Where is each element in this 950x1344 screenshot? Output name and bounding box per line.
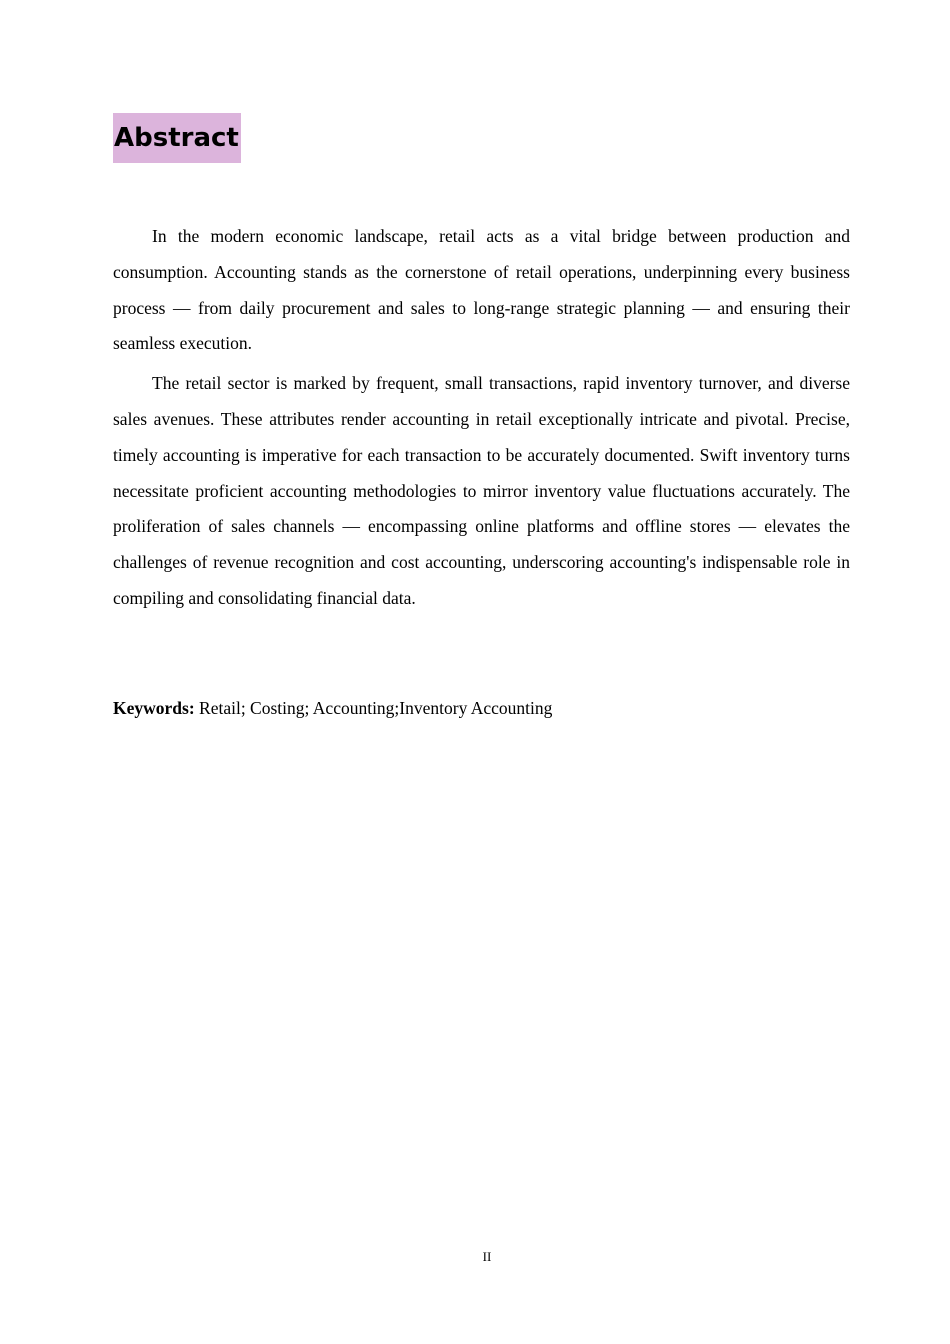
keywords-list: Retail; Costing; Accounting;Inventory Accounting [194,698,553,718]
abstract-body [113,219,850,621]
page-number: II [482,1249,492,1264]
abstract-paragraph-1: In the modern economic landscape, retail acts as a vital bridge between production and consumption. Accounting stands as the cornerstone of retail operations, underpinning every business process — from daily procurement and sales to long-range strategic planning — and ensuring their seamless execution. [113,226,850,354]
keywords-label: Keywords: [113,698,195,718]
keywords-line [113,691,850,726]
abstract-paragraph-2: The retail sector is marked by frequent, small transactions, rapid inventory turnover, and diverse sales avenues. These attributes render accounting in retail exceptionally intricate and pivotal. Precise, timely accounting is imperative for each transaction to be accurately documented. Swift inventory turns necessitate proficient accounting methodologies to mirror inventory value fluctuations accurately. The proliferation of sales channels — encompassing online platforms and offline stores — elevates the challenges of revenue recognition and cost accounting, underscoring accounting's indispensable role in compiling and consolidating financial data. [113,373,850,608]
abstract-heading: Abstract [113,113,241,163]
